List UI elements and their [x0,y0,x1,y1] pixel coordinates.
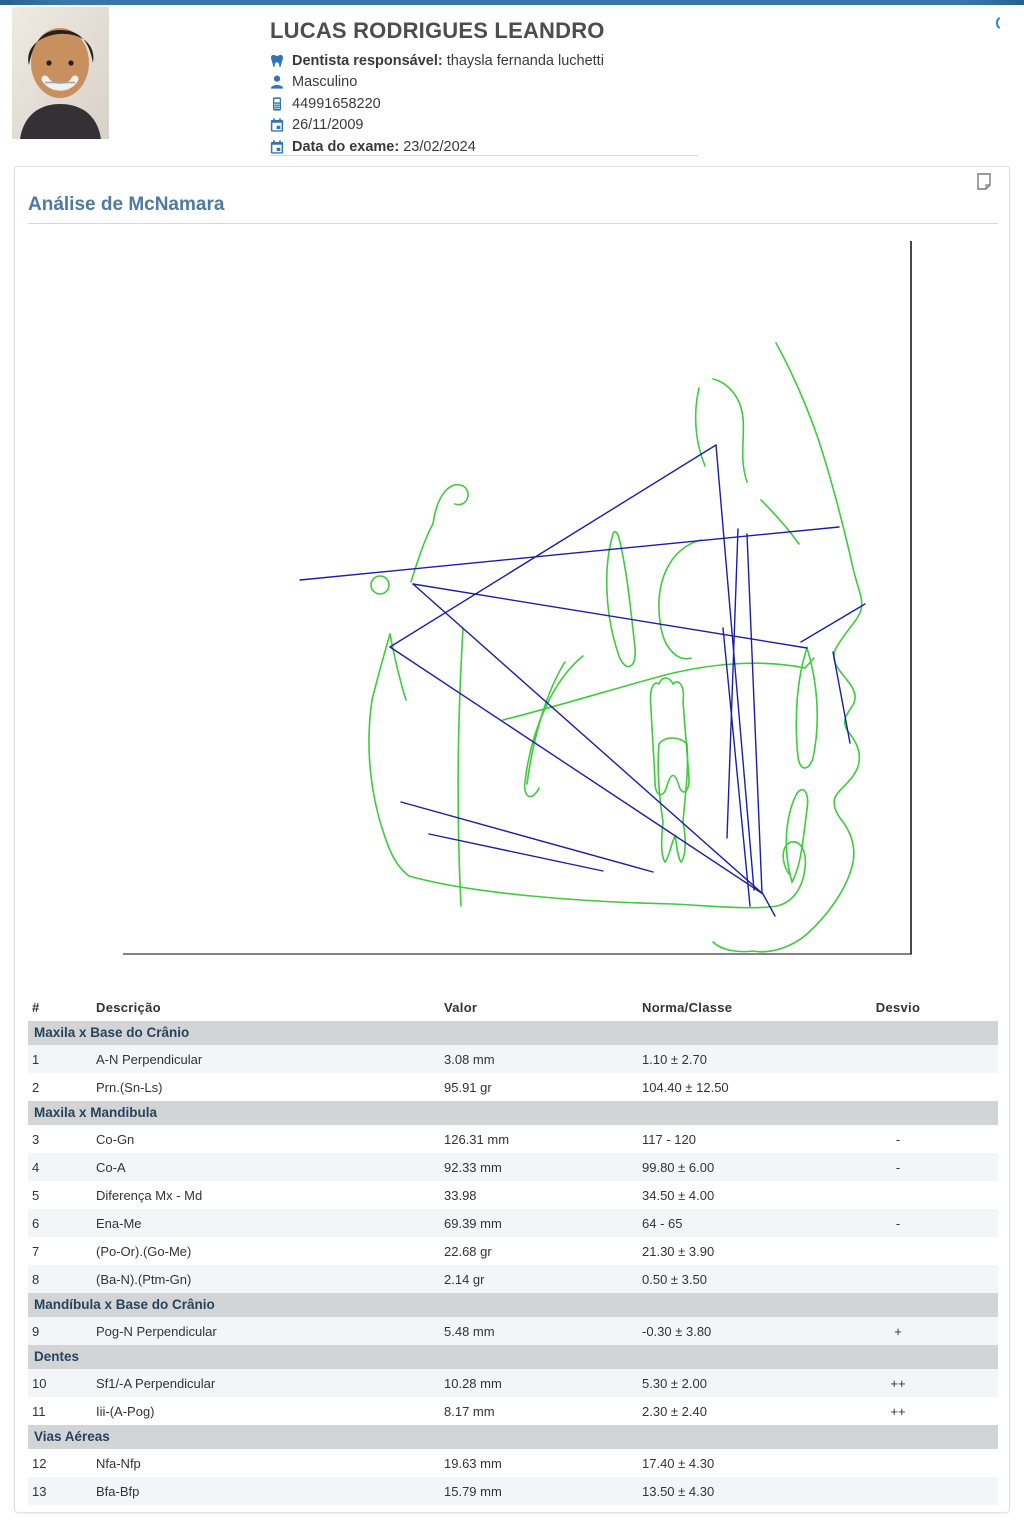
cell-desc: Diferença Mx - Md [96,1187,203,1203]
table-row [28,1153,998,1181]
cell-desc: Bfa-Bfp [96,1483,140,1499]
phone-value: 44991658220 [292,95,381,112]
cell-norma: 13.50 ± 4.30 [642,1483,715,1499]
table-row [28,1317,998,1345]
table-row [28,1449,998,1477]
table-row [28,1181,998,1209]
table-row [28,1209,998,1237]
col-num: # [32,999,40,1015]
card-title: Análise de McNamara [28,194,225,215]
cell-norma: 34.50 ± 4.00 [642,1187,715,1203]
cell-num: 2 [32,1079,40,1095]
patient-header [270,18,830,154]
measurement-lines [300,445,865,916]
cell-num: 7 [32,1243,40,1259]
col-valor: Valor [444,999,478,1015]
cell-desvio: ++ [890,1403,906,1419]
cell-norma: 64 - 65 [642,1215,683,1231]
top-accent-bar [0,0,1024,5]
person-icon [270,75,284,89]
cell-valor: 10.28 mm [444,1375,502,1391]
cell-norma: 1.10 ± 2.70 [642,1051,707,1067]
phone-icon [270,97,284,111]
cell-valor: 15.79 mm [444,1483,502,1499]
cell-num: 1 [32,1051,40,1067]
cell-norma: 0.50 ± 3.50 [642,1271,707,1287]
cell-desc: Iii-(A-Pog) [96,1403,155,1419]
calendar-icon [270,140,284,154]
anatomy-tracing [369,343,862,952]
table-row [28,1477,998,1505]
cell-desc: Pog-N Perpendicular [96,1323,217,1339]
tooth-icon [270,54,284,68]
cephalometric-tracing [113,238,913,956]
exam-date-value: 23/02/2024 [403,138,476,155]
table-row [28,1073,998,1101]
cell-desc: Nfa-Nfp [96,1455,141,1471]
patient-name: LUCAS RODRIGUES LEANDRO [270,18,605,43]
dentist-row [270,53,830,68]
cell-norma: 17.40 ± 4.30 [642,1455,715,1471]
cell-desc: Prn.(Sn-Ls) [96,1079,163,1095]
cell-valor: 33.98 [444,1187,477,1203]
cell-norma: 2.30 ± 2.40 [642,1403,707,1419]
cell-num: 8 [32,1271,40,1287]
cell-valor: 92.33 mm [444,1159,502,1175]
cell-desc: (Ba-N).(Ptm-Gn) [96,1271,192,1287]
birthdate-value: 26/11/2009 [292,117,364,133]
cell-valor: 19.63 mm [444,1455,502,1471]
gender-value: Masculino [292,74,358,90]
col-desc: Descrição [96,999,161,1015]
calendar-icon [270,118,284,132]
table-row [28,1265,998,1293]
birthdate-row [270,118,830,133]
measurements-table [28,999,998,1505]
exam-date-row [270,139,830,154]
section-header-row: Maxila x Base do Crânio [28,1021,998,1045]
cell-desvio: + [894,1323,902,1339]
dentist-label: Dentista responsável: [292,52,443,69]
cell-desvio: - [895,1131,901,1147]
table-row [28,1397,998,1425]
table-row [28,1125,998,1153]
cell-desc: Co-A [96,1159,126,1175]
exam-date-label: Data do exame: [292,138,400,155]
cell-desc: A-N Perpendicular [96,1051,203,1067]
cell-valor: 126.31 mm [444,1131,510,1147]
title-rule [28,223,998,224]
cell-num: 3 [32,1131,40,1147]
section-header-row: Vias Aéreas [28,1425,998,1449]
cell-num: 11 [32,1403,46,1419]
cell-desvio: - [895,1215,901,1231]
cell-num: 10 [32,1375,47,1391]
table-row [28,1045,998,1073]
cell-valor: 8.17 mm [444,1403,495,1419]
phone-row [270,96,830,111]
table-row [28,1237,998,1265]
cell-valor: 22.68 gr [444,1243,492,1259]
table-row [28,1369,998,1397]
cell-valor: 3.08 mm [444,1051,495,1067]
section-header-row: Maxila x Mandibula [28,1101,998,1125]
cell-desvio: - [895,1159,901,1175]
table-body [28,1021,998,1505]
gender-row [270,75,830,90]
section-header-row: Dentes [28,1345,998,1369]
section-header-row: Mandíbula x Base do Crânio [28,1293,998,1317]
col-norma: Norma/Classe [642,999,733,1015]
cell-num: 4 [32,1159,40,1175]
cell-norma: 99.80 ± 6.00 [642,1159,715,1175]
analysis-card [14,166,1010,1513]
dentist-name: thaysla fernanda luchetti [446,52,604,69]
cell-norma: -0.30 ± 3.80 [642,1323,712,1339]
cell-valor: 5.48 mm [444,1323,495,1339]
cell-desc: Ena-Me [96,1215,142,1231]
cell-norma: 104.40 ± 12.50 [642,1079,729,1095]
loading-spinner-icon [987,14,1005,32]
cell-valor: 69.39 mm [444,1215,502,1231]
table-header-row [28,999,998,1015]
cell-num: 13 [32,1483,47,1499]
cell-num: 9 [32,1323,40,1339]
cell-norma: 5.30 ± 2.00 [642,1375,707,1391]
cell-norma: 117 - 120 [642,1131,696,1147]
cell-norma: 21.30 ± 3.90 [642,1243,715,1259]
cell-num: 6 [32,1215,40,1231]
document-note-icon[interactable] [977,173,991,190]
cell-desc: (Po-Or).(Go-Me) [96,1243,192,1259]
col-desvio: Desvio [875,999,921,1015]
cell-desc: Sf1/-A Perpendicular [96,1375,216,1391]
cell-num: 5 [32,1187,40,1203]
cell-valor: 95.91 gr [444,1079,492,1095]
cell-desc: Co-Gn [96,1131,135,1147]
header-divider [270,155,698,156]
cell-valor: 2.14 gr [444,1271,485,1287]
cell-num: 12 [32,1455,47,1471]
patient-photo [12,7,109,139]
cell-desvio: ++ [890,1375,906,1391]
